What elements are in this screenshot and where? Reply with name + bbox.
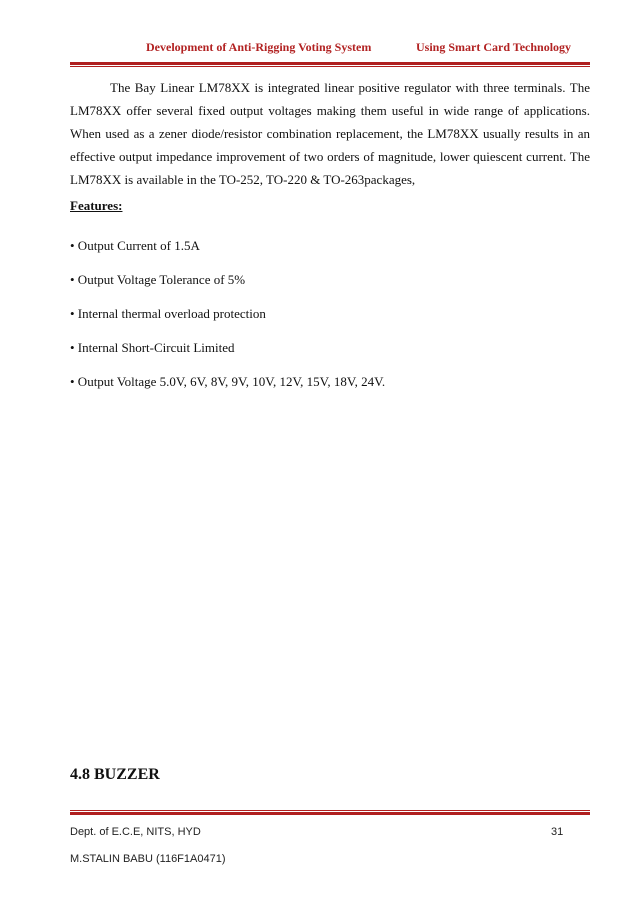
body-text bbox=[70, 76, 590, 191]
header-title-left: Development of Anti-Rigging Voting System bbox=[146, 40, 372, 54]
intro-paragraph: The Bay Linear LM78XX is integrated linear positive regulator with three terminals. The LM78XX offer several fixed output voltages making them useful in wide range of applications. When used as a zener diode/resistor combination replacement, the LM78XX usually results in an effective output impedance improvement of two orders of magnitude, lower quiescent current. The LM78XX is available in the TO-252, TO-220 & TO-263packages, bbox=[70, 80, 590, 187]
feature-item-short-circuit: • Internal Short-Circuit Limited bbox=[70, 340, 235, 355]
feature-item-output-current: • Output Current of 1.5A bbox=[70, 238, 200, 253]
footer-divider bbox=[70, 810, 590, 815]
page-number: 31 bbox=[551, 826, 564, 838]
footer-department: Dept. of E.C.E, NITS, HYD bbox=[70, 826, 201, 838]
header-title-right: Using Smart Card Technology bbox=[416, 40, 572, 54]
features-heading: Features: bbox=[70, 198, 123, 213]
page-header bbox=[146, 40, 590, 55]
section-title: 4.8 BUZZER bbox=[70, 766, 160, 783]
footer-author: M.STALIN BABU (116F1A0471) bbox=[70, 853, 226, 865]
feature-item-output-voltages: • Output Voltage 5.0V, 6V, 8V, 9V, 10V, 12V, 15V, 18V, 24V. bbox=[70, 374, 386, 389]
header-divider bbox=[70, 62, 590, 67]
feature-item-thermal-protection: • Internal thermal overload protection bbox=[70, 306, 266, 321]
feature-list bbox=[70, 236, 590, 406]
feature-item-voltage-tolerance: • Output Voltage Tolerance of 5% bbox=[70, 272, 246, 287]
